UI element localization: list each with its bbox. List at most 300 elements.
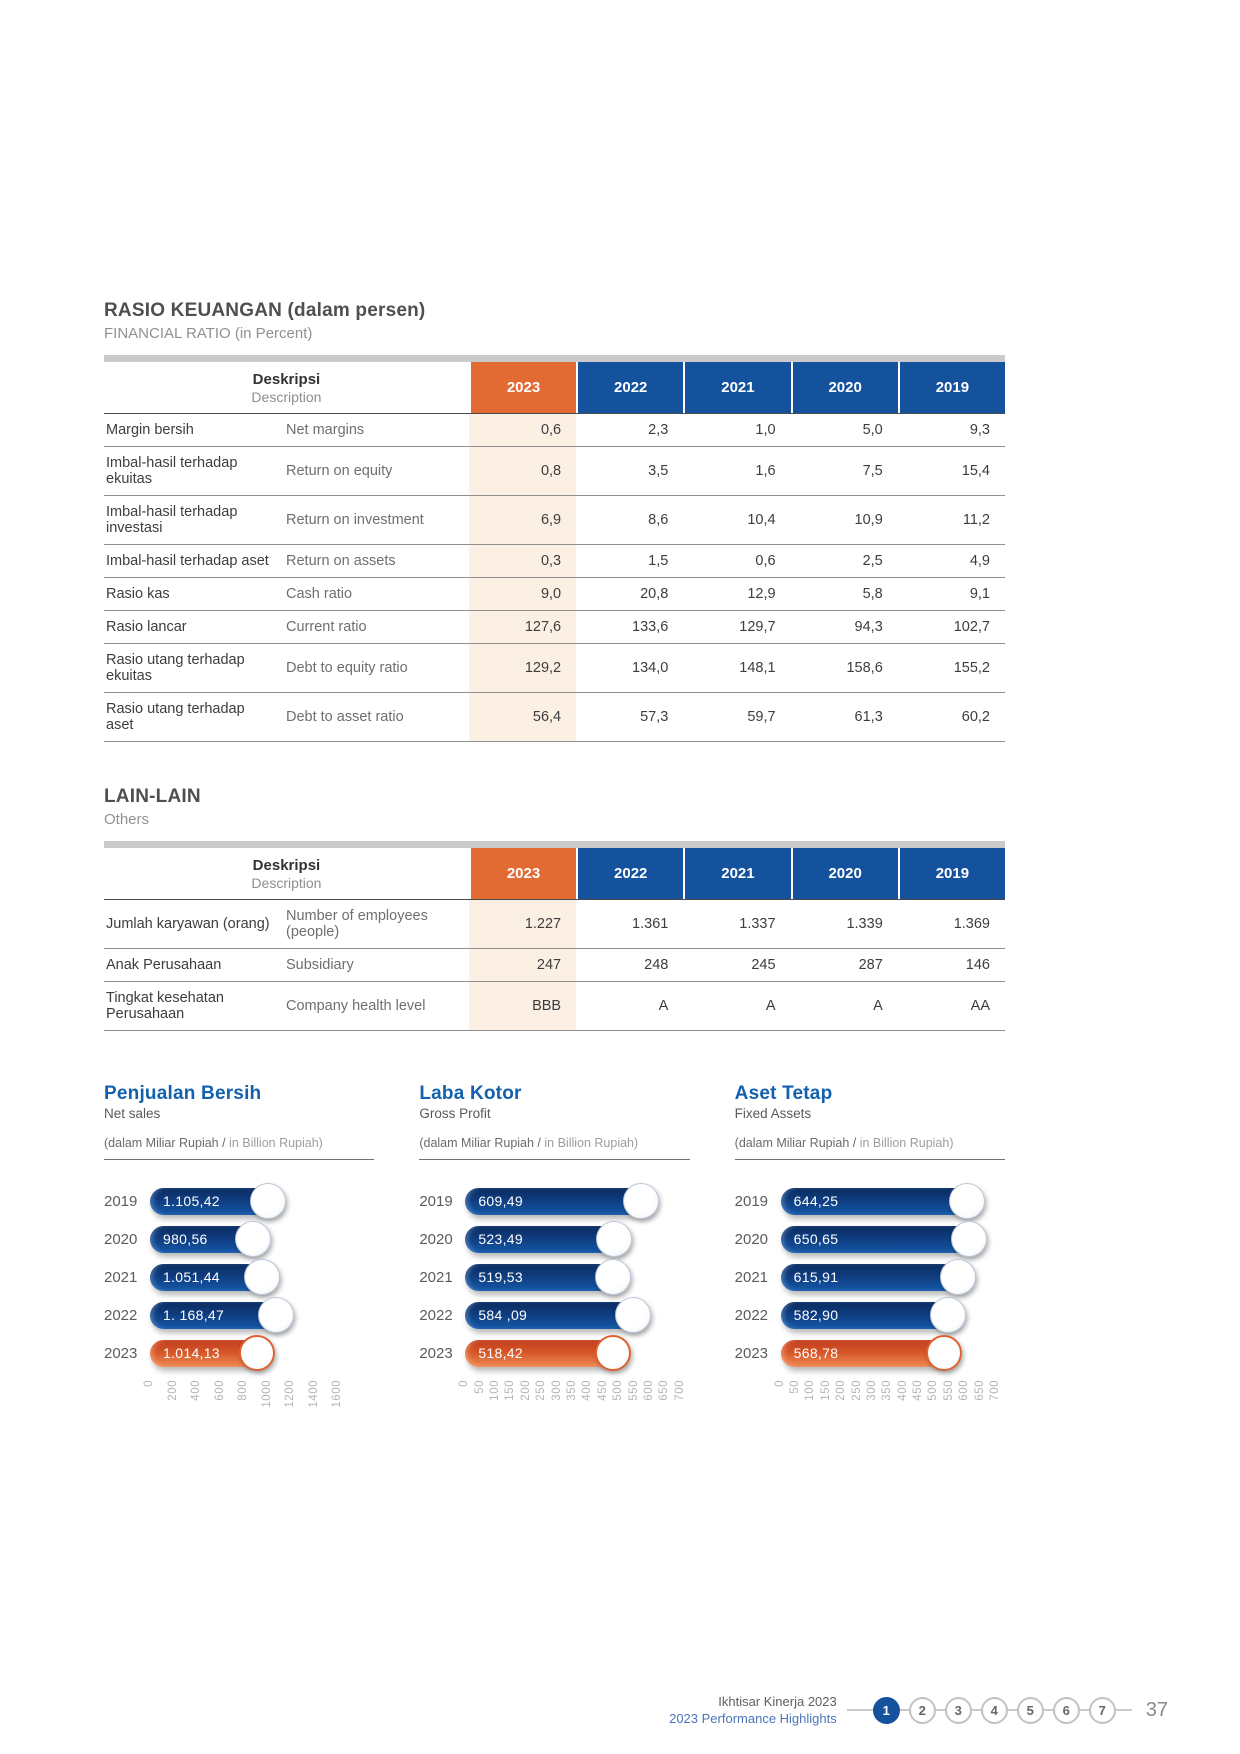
bar-zone: [150, 1226, 374, 1253]
page-circle-5: 5: [1017, 1697, 1044, 1724]
cell-value-2023: 9,0: [469, 578, 576, 610]
cell-label-en: Number of employees (people): [286, 908, 428, 940]
footer-label-id: Ikhtisar Kinerja 2023: [718, 1694, 837, 1709]
cell-value-2020: 5,0: [862, 422, 883, 438]
cell-value-2019: 15,4: [961, 463, 990, 479]
cell-value-2022: 1.361: [632, 916, 669, 932]
table-row: [104, 414, 1005, 447]
axis-tick-label: 550: [942, 1380, 955, 1401]
bar-zone: [781, 1264, 1005, 1291]
axis-tick-label: 150: [819, 1380, 832, 1401]
axis-tick-label: 1200: [284, 1380, 297, 1408]
axis-tick-label: 550: [627, 1380, 640, 1401]
axis-tick: [284, 1380, 296, 1408]
chart-subtitle: Net sales: [104, 1106, 161, 1121]
axis-tick: [237, 1380, 249, 1401]
chart-divider: [735, 1159, 1005, 1160]
bar-value-label: 523,49: [478, 1230, 523, 1247]
bar-zone: [465, 1302, 689, 1329]
chart-divider: [104, 1159, 374, 1160]
header-year-2022: 2022: [576, 362, 683, 413]
axis-tick-label: 0: [143, 1380, 155, 1387]
axis-tick-label: 650: [973, 1380, 986, 1401]
axis-tick: [851, 1380, 863, 1401]
bar-value-label: 568,78: [793, 1344, 839, 1361]
axis-tick-label: 450: [596, 1380, 609, 1401]
axis-tick-label: 400: [190, 1380, 203, 1401]
cell-label-en: Company health level: [286, 998, 426, 1014]
footer-page-indicator: [847, 1697, 1132, 1724]
table-row: [104, 496, 1005, 545]
bar-value-label: 609,49: [478, 1192, 523, 1209]
chart-bars: [104, 1182, 374, 1372]
cell-value-2022: 57,3: [640, 709, 669, 725]
bar-row-2023: [104, 1334, 374, 1372]
axis-tick: [261, 1380, 273, 1408]
axis-tick: [927, 1380, 939, 1401]
cell-value-2020: 61,3: [854, 709, 883, 725]
page-circle-4: 4: [981, 1697, 1008, 1724]
cell-value-2021: 1,0: [755, 422, 776, 438]
header-year-2021: 2021: [683, 848, 790, 899]
chart-fixed-assets: [735, 1083, 1005, 1438]
cell-value-2019: 146: [965, 957, 990, 973]
axis-tick-label: 250: [850, 1380, 863, 1401]
pager-line: [936, 1709, 945, 1711]
axis-tick: [643, 1380, 655, 1401]
cell-value-2022: 20,8: [640, 586, 669, 602]
bar-row-2020: [104, 1220, 374, 1258]
page-footer: [669, 1694, 1168, 1726]
cell-value-2020: 5,8: [862, 586, 883, 602]
bar-value-label: 1.051,44: [163, 1268, 220, 1285]
cell-value-2020: 1.339: [846, 916, 883, 932]
cell-label-en: Debt to asset ratio: [286, 709, 404, 725]
others-table: [104, 841, 1005, 1031]
axis-tick: [190, 1380, 202, 1401]
axis-tick-label: 0: [458, 1380, 471, 1387]
cell-value-2019: 102,7: [953, 619, 990, 635]
cell-value-2023: 0,3: [469, 545, 576, 577]
cell-value-2020: 7,5: [862, 463, 883, 479]
bar-year-label: 2022: [419, 1306, 453, 1324]
axis-tick: [674, 1380, 686, 1401]
axis-tick: [551, 1380, 563, 1401]
cell-value-2021: 245: [751, 957, 776, 973]
cell-value-2023: 56,4: [469, 693, 576, 741]
axis-tick-label: 400: [581, 1380, 594, 1401]
axis-tick-label: 0: [773, 1380, 786, 1387]
bar-row-2021: [104, 1258, 374, 1296]
axis-tick: [820, 1380, 832, 1401]
cell-value-2022: 134,0: [632, 660, 669, 676]
cell-value-2019: 155,2: [953, 660, 990, 676]
axis-tick-label: 300: [550, 1380, 563, 1401]
bar-zone: [150, 1340, 374, 1367]
axis-tick-label: 200: [519, 1380, 532, 1401]
section-title-financial-ratio: RASIO KEUANGAN (dalam persen): [104, 300, 426, 321]
bar-end-dot: [595, 1259, 631, 1295]
axis-tick-label: 800: [237, 1380, 250, 1401]
cell-label-id: Imbal-hasil terhadap ekuitas: [106, 455, 238, 487]
header-year-2022: 2022: [576, 848, 683, 899]
table-header-row: [104, 848, 1005, 900]
axis-tick: [214, 1380, 226, 1401]
table-row: [104, 982, 1005, 1031]
axis-tick-label: 200: [166, 1380, 179, 1401]
axis-tick-label: 100: [804, 1380, 817, 1401]
cell-label-en: Return on equity: [286, 463, 393, 479]
cell-value-2022: A: [658, 998, 669, 1014]
page-circle-2: 2: [909, 1697, 936, 1724]
cell-value-2023: 0,8: [469, 447, 576, 495]
bar-zone: [781, 1340, 1005, 1367]
bar-row-2020: [419, 1220, 689, 1258]
table-row: [104, 545, 1005, 578]
bar-zone: [465, 1226, 689, 1253]
axis-tick-label: 150: [504, 1380, 517, 1401]
bar-row-2022: [104, 1296, 374, 1334]
cell-value-2022: 248: [644, 957, 669, 973]
cell-label-id: Rasio lancar: [106, 619, 187, 635]
bar-value-label: 615,91: [793, 1268, 839, 1285]
bar-row-2021: [735, 1258, 1005, 1296]
axis-tick: [504, 1380, 516, 1401]
axis-tick-label: 1400: [307, 1380, 320, 1408]
bar-value-label: 519,53: [478, 1268, 523, 1285]
header-description-cell: [104, 362, 469, 413]
bar-year-label: 2022: [734, 1306, 769, 1324]
header-year-2023: 2023: [469, 362, 576, 413]
bar-row-2020: [735, 1220, 1005, 1258]
table-row: [104, 693, 1005, 742]
footer-section-label: [669, 1694, 837, 1726]
chart-net-sales: [104, 1083, 374, 1438]
axis-tick-label: 300: [865, 1380, 878, 1401]
cell-label-id: Margin bersih: [106, 422, 194, 438]
chart-x-axis: [458, 1380, 689, 1438]
bar-year-label: 2019: [734, 1192, 769, 1210]
cell-label-id: Anak Perusahaan: [106, 957, 222, 973]
bar-zone: [465, 1340, 689, 1367]
cell-value-2019: 4,9: [969, 553, 990, 569]
cell-value-2022: 8,6: [648, 512, 669, 528]
table-row: [104, 949, 1005, 982]
axis-tick: [612, 1380, 624, 1401]
cell-label-en: Current ratio: [286, 619, 367, 635]
bar-year-label: 2021: [419, 1268, 453, 1286]
table-row: [104, 900, 1005, 949]
section-financial-ratio: [104, 300, 1005, 742]
bar-end-dot: [940, 1259, 976, 1295]
header-description-label: Description: [251, 389, 322, 405]
bar-row-2023: [419, 1334, 689, 1372]
bar-row-2022: [419, 1296, 689, 1334]
cell-value-2020: 10,9: [854, 512, 883, 528]
chart-unit-label: [104, 1136, 374, 1150]
bar-zone: [150, 1302, 374, 1329]
cell-label-id: Rasio utang terhadap aset: [106, 701, 245, 733]
axis-tick-label: 50: [789, 1380, 802, 1394]
footer-label-en: 2023 Performance Highlights: [669, 1711, 837, 1726]
pager-line: [1080, 1709, 1089, 1711]
axis-tick-label: 50: [473, 1380, 486, 1394]
table-top-bar: [104, 841, 1005, 848]
header-description-label: Description: [251, 875, 322, 891]
axis-tick: [581, 1380, 593, 1401]
header-year-2019: 2019: [898, 362, 1005, 413]
axis-tick-label: 500: [612, 1380, 625, 1401]
chart-title: Penjualan Bersih: [104, 1083, 262, 1104]
cell-value-2021: 59,7: [747, 709, 776, 725]
axis-tick: [658, 1380, 670, 1401]
cell-value-2023: 6,9: [469, 496, 576, 544]
axis-tick: [974, 1380, 986, 1401]
cell-label-id: Rasio kas: [106, 586, 170, 602]
axis-tick: [489, 1380, 501, 1401]
pager-line: [900, 1709, 909, 1711]
bar-year-label: 2022: [104, 1306, 138, 1324]
pager-line: [1008, 1709, 1017, 1711]
chart-subtitle: Gross Profit: [419, 1106, 491, 1121]
bar-year-label: 2020: [734, 1230, 769, 1248]
cell-value-2020: 287: [858, 957, 883, 973]
bar-zone: [781, 1302, 1005, 1329]
axis-tick-label: 100: [489, 1380, 502, 1401]
axis-tick-label: 600: [958, 1380, 971, 1401]
cell-value-2019: AA: [970, 998, 990, 1014]
chart-x-axis: [143, 1380, 374, 1438]
bar-end-dot: [235, 1221, 271, 1257]
table-row: [104, 578, 1005, 611]
chart-bars: [735, 1182, 1005, 1372]
axis-tick: [958, 1380, 970, 1401]
bar-row-2022: [735, 1296, 1005, 1334]
axis-tick: [597, 1380, 609, 1401]
cell-value-2020: 94,3: [854, 619, 883, 635]
header-deskripsi-label: Deskripsi: [252, 371, 321, 388]
bar-year-label: 2023: [734, 1344, 769, 1362]
cell-label-id: Rasio utang terhadap ekuitas: [106, 652, 245, 684]
bar-value-label: 518,42: [478, 1344, 523, 1361]
bar-year-label: 2019: [104, 1192, 138, 1210]
page-circle-3: 3: [945, 1697, 972, 1724]
header-year-2020: 2020: [791, 362, 898, 413]
axis-tick: [789, 1380, 801, 1394]
cell-value-2021: 10,4: [747, 512, 776, 528]
cell-value-2021: 129,7: [739, 619, 776, 635]
chart-bars: [419, 1182, 689, 1372]
bar-zone: [781, 1226, 1005, 1253]
page-circle-6: 6: [1053, 1697, 1080, 1724]
axis-tick-label: 600: [213, 1380, 226, 1401]
cell-value-2019: 9,1: [969, 586, 990, 602]
axis-tick-label: 350: [566, 1380, 578, 1401]
cell-label-en: Return on investment: [286, 512, 424, 528]
axis-tick: [912, 1380, 924, 1401]
cell-label-id: Imbal-hasil terhadap investasi: [106, 504, 238, 536]
bar-value-label: 582,90: [793, 1306, 839, 1323]
cell-value-2021: 1,6: [755, 463, 776, 479]
bar-year-label: 2023: [104, 1344, 138, 1362]
pager-line: [1116, 1709, 1132, 1711]
bar-zone: [465, 1188, 689, 1215]
page-circle-1: 1: [873, 1697, 900, 1724]
bar-row-2019: [419, 1182, 689, 1220]
cell-value-2021: 0,6: [755, 553, 776, 569]
cell-value-2019: 60,2: [961, 709, 990, 725]
chart-unit-label: [735, 1136, 1005, 1150]
bar-end-dot: [239, 1335, 275, 1371]
financial-ratio-table: [104, 355, 1005, 742]
bar-end-dot: [930, 1297, 966, 1333]
bar-zone: [150, 1264, 374, 1291]
cell-label-en: Net margins: [286, 422, 365, 438]
section-subtitle-financial-ratio: FINANCIAL RATIO (in Percent): [104, 325, 313, 342]
axis-tick-label: 650: [658, 1380, 671, 1401]
axis-tick: [458, 1380, 470, 1387]
bar-end-dot: [244, 1259, 280, 1295]
table-row: [104, 644, 1005, 693]
bar-value-label: 1. 168,47: [163, 1306, 225, 1323]
bar-end-dot: [949, 1183, 985, 1219]
bar-year-label: 2019: [419, 1192, 453, 1210]
header-year-2020: 2020: [791, 848, 898, 899]
axis-tick: [881, 1380, 893, 1401]
page-content: [104, 300, 1005, 1438]
axis-tick: [774, 1380, 786, 1387]
axis-tick-label: 600: [642, 1380, 655, 1401]
chart-divider: [419, 1159, 689, 1160]
axis-tick: [628, 1380, 640, 1401]
bar-year-label: 2023: [419, 1344, 453, 1362]
axis-tick: [474, 1380, 486, 1394]
header-description-cell: [104, 848, 469, 899]
bar-year-label: 2021: [104, 1268, 138, 1286]
pager-line: [1044, 1709, 1053, 1711]
cell-value-2023: 127,6: [469, 611, 576, 643]
axis-tick: [331, 1380, 343, 1408]
cell-value-2020: A: [873, 998, 883, 1014]
cell-value-2019: 11,2: [962, 512, 990, 528]
axis-tick: [535, 1380, 547, 1401]
axis-tick: [167, 1380, 179, 1401]
axis-tick-label: 400: [896, 1380, 909, 1401]
pager-line: [972, 1709, 981, 1711]
axis-tick-label: 250: [535, 1380, 548, 1401]
axis-tick: [943, 1380, 955, 1401]
axis-tick: [143, 1380, 155, 1387]
cell-label-id: Imbal-hasil terhadap aset: [106, 553, 269, 569]
table-row: [104, 447, 1005, 496]
bar-row-2019: [104, 1182, 374, 1220]
bar-value-label: 644,25: [793, 1192, 839, 1209]
page-number: 37: [1145, 1698, 1168, 1721]
bar-end-dot: [250, 1183, 286, 1219]
header-year-2019: 2019: [898, 848, 1005, 899]
cell-value-2023: 1.227: [469, 900, 576, 948]
cell-value-2023: BBB: [469, 982, 576, 1030]
axis-tick: [308, 1380, 320, 1408]
chart-unit-secondary: in Billion Rupiah): [859, 1136, 954, 1150]
cell-value-2022: 3,5: [648, 463, 669, 479]
chart-gross-profit: [419, 1083, 689, 1438]
bar-end-dot: [596, 1221, 632, 1257]
bar-value-label: 1.105,42: [163, 1192, 220, 1209]
axis-tick-label: 1600: [331, 1380, 344, 1408]
cell-value-2019: 1.369: [953, 916, 990, 932]
bar-end-dot: [595, 1335, 631, 1371]
chart-unit-secondary: in Billion Rupiah): [544, 1136, 639, 1150]
page-circle-7: 7: [1089, 1697, 1116, 1724]
bar-year-label: 2020: [419, 1230, 453, 1248]
axis-tick-label: 1000: [260, 1380, 273, 1408]
axis-tick-label: 700: [989, 1380, 1002, 1401]
bar-year-label: 2021: [734, 1268, 769, 1286]
bar-end-dot: [615, 1297, 651, 1333]
bar-end-dot: [951, 1221, 987, 1257]
bar-year-label: 2020: [104, 1230, 138, 1248]
bar-value-label: 980,56: [163, 1230, 208, 1247]
cell-value-2020: 2,5: [862, 553, 883, 569]
axis-tick: [835, 1380, 847, 1401]
cell-value-2021: 148,1: [739, 660, 776, 676]
axis-tick-label: 450: [912, 1380, 925, 1401]
cell-label-id: Jumlah karyawan (orang): [106, 916, 270, 932]
axis-tick-label: 200: [835, 1380, 848, 1401]
bar-zone: [465, 1264, 689, 1291]
cell-value-2021: 12,9: [747, 586, 776, 602]
table-row: [104, 611, 1005, 644]
bar-end-dot: [623, 1183, 659, 1219]
chart-subtitle: Fixed Assets: [734, 1106, 812, 1121]
header-deskripsi-label: Deskripsi: [252, 857, 321, 874]
section-title-others: LAIN-LAIN: [104, 786, 201, 807]
cell-value-2021: A: [765, 998, 776, 1014]
table-top-bar: [104, 355, 1005, 362]
table-header-row: [104, 362, 1005, 414]
bar-row-2023: [735, 1334, 1005, 1372]
bar-end-dot: [258, 1297, 294, 1333]
cell-value-2019: 9,3: [969, 422, 990, 438]
pager-line: [847, 1709, 873, 1711]
cell-label-en: Cash ratio: [286, 586, 353, 602]
cell-label-id: Tingkat kesehatan Perusahaan: [106, 990, 224, 1022]
axis-tick-label: 350: [881, 1380, 894, 1401]
chart-x-axis: [773, 1380, 1005, 1438]
axis-tick: [866, 1380, 878, 1401]
axis-tick: [989, 1380, 1001, 1401]
header-year-2023: 2023: [469, 848, 576, 899]
bar-value-label: 1.014,13: [163, 1344, 220, 1361]
cell-value-2023: 247: [469, 949, 576, 981]
cell-label-en: Subsidiary: [286, 957, 354, 973]
chart-unit-primary: (dalam Miliar Rupiah /: [419, 1136, 545, 1150]
bar-value-label: 650,65: [793, 1230, 839, 1247]
chart-unit-secondary: in Billion Rupiah): [229, 1136, 323, 1150]
header-year-2021: 2021: [683, 362, 790, 413]
cell-label-en: Debt to equity ratio: [286, 660, 408, 676]
cell-label-en: Return on assets: [286, 553, 396, 569]
cell-value-2022: 2,3: [648, 422, 669, 438]
section-others: [104, 786, 1005, 1031]
axis-tick: [566, 1380, 578, 1401]
chart-unit-primary: (dalam Miliar Rupiah /: [734, 1136, 860, 1150]
axis-tick: [897, 1380, 909, 1401]
cell-value-2021: 1.337: [739, 916, 776, 932]
chart-title: Laba Kotor: [419, 1083, 522, 1104]
cell-value-2023: 129,2: [469, 644, 576, 692]
